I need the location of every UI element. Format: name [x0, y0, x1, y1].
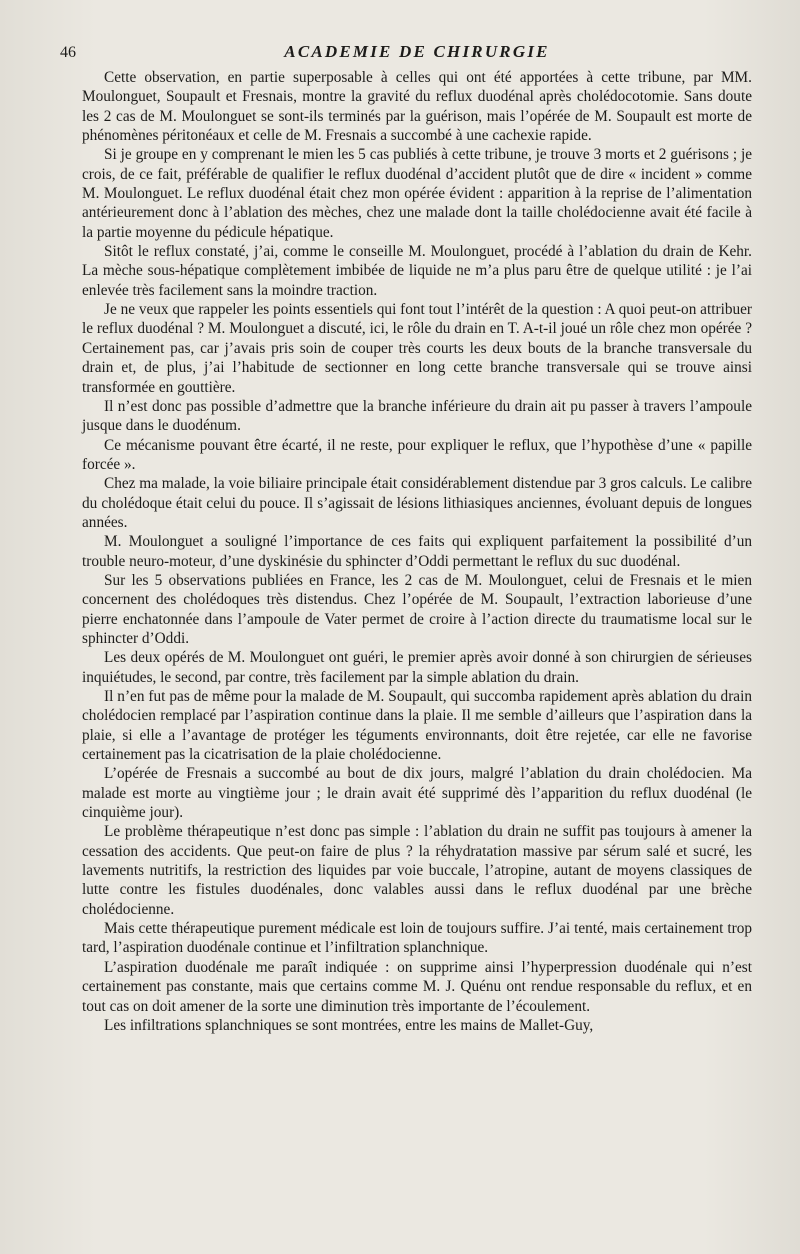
- paragraph: Mais cette thérapeutique purement médicale est loin de toujours suffire. J’ai tenté, mais certainement trop tard, l’aspiration duodénale continue et l’infiltration splanchnique.: [82, 920, 752, 957]
- paragraph: Cette observation, en partie superposable à celles qui ont été apportées à cette tribune, par MM. Moulonguet, Soupault et Fresnais, montre la gravité du reflux duodénal après cholédocotomie. Sans doute les 2 cas de M. Moulonguet se sont-ils terminés par la guérison, mais l’opérée de M. Soupault est morte de phénomènes péritonéaux et celle de M. Fresnais a succombé à une cachexie rapide.: [82, 69, 752, 145]
- paragraph: L’aspiration duodénale me paraît indiquée : on supprime ainsi l’hyperpression duodénale qui n’est certainement pas constante, mais que certains comme M. J. Quénu ont rendue responsable du reflux, et en tout cas on doit amener de la sorte une diminution très importante de l’écoulement.: [82, 958, 752, 1015]
- paragraph: Si je groupe en y comprenant le mien les 5 cas publiés à cette tribune, je trouve 3 morts et 2 guérisons ; je crois, de ce fait, préférable de qualifier le reflux duodénal d’accident plutôt que de dire « incident » comme M. Moulonguet. Le reflux duodénal était chez mon opérée évident : apparition à la reprise de l’alimentation antérieurement donc à l’ablation des mèches, chez une malade dont la taille cholédocienne avait été facile à la partie moyenne du pédicule hépatique.: [82, 146, 752, 241]
- page-header: [60, 38, 752, 62]
- paragraph: L’opérée de Fresnais a succombé au bout de dix jours, malgré l’ablation du drain cholédocien. Ma malade est morte au vingtième jour ; le drain avait été supprimé dès l’apparition du reflux duodénal (le cinquième jour).: [82, 765, 752, 822]
- paragraph: Je ne veux que rappeler les points essentiels qui font tout l’intérêt de la question : A quoi peut-on attribuer le reflux duodénal ? M. Moulonguet a discuté, ici, le rôle du drain en T. A-t-il joué un rôle chez mon opérée ? Certainement pas, car j’avais pris soin de couper très courts les deux bouts de la branche transversale du drain et, de plus, j’ai l’habitude de sectionner en long cette branche transversale qui se trouve ainsi transformée en gouttière.: [82, 301, 752, 396]
- paragraph: Le problème thérapeutique n’est donc pas simple : l’ablation du drain ne suffit pas toujours à amener la cessation des accidents. Que peut-on faire de plus ? la réhydratation massive par sérum salé et sucré, les lavements nutritifs, la restriction des liquides par voie buccale, l’atropine, autant de moyens classiques de lutte contre les fistules duodénales, donc valables aussi dans le reflux duodénal par une brèche cholédocienne.: [82, 823, 752, 918]
- paragraph: Les infiltrations splanchniques se sont montrées, entre les mains de Mallet-Guy,: [104, 1016, 594, 1034]
- paragraph: Ce mécanisme pouvant être écarté, il ne reste, pour expliquer le reflux, que l’hypothèse d’une « papille forcée ».: [82, 436, 752, 473]
- paragraph: Sur les 5 observations publiées en France, les 2 cas de M. Moulonguet, celui de Fresnais et le mien concernent des cholédoques très distendus. Chez l’opérée de M. Soupault, l’extraction laborieuse d’une pierre enchatonnée dans l’ampoule de Vater permet de croire à l’action directe du traumatisme local sur le sphincter d’Oddi.: [82, 571, 752, 647]
- paragraph: M. Moulonguet a souligné l’importance de ces faits qui expliquent parfaitement la possibilité d’un trouble neuro-moteur, d’une dyskinésie du sphincter d’Oddi permettant le reflux du suc duodénal.: [82, 533, 752, 570]
- running-title: ACADEMIE DE CHIRURGIE: [284, 42, 550, 61]
- paragraph: Il n’en fut pas de même pour la malade de M. Soupault, qui succomba rapidement après ablation du drain cholédocien remplacé par l’aspiration continue dans la plaie. Il me semble d’ailleurs que l’aspiration dans la plaie, si elle a l’avantage de protéger les téguments environnants, doit être rejetée, car elle ne favorise certainement pas la cicatrisation de la plaie cholédocienne.: [82, 688, 752, 764]
- paragraph: Les deux opérés de M. Moulonguet ont guéri, le premier après avoir donné à son chirurgien de sérieuses inquiétudes, le second, par contre, très facilement par la simple ablation du drain.: [82, 649, 752, 686]
- paragraph: Chez ma malade, la voie biliaire principale était considérablement distendue par 3 gros calculs. Le calibre du cholédoque était celui du pouce. Il s’agissait de lésions lithiasiques anciennes, évoluant depuis de longues années.: [82, 475, 752, 531]
- page-number: 46: [60, 44, 76, 61]
- body-text: [82, 68, 752, 1035]
- paragraph: Il n’est donc pas possible d’admettre que la branche inférieure du drain ait pu passer à travers l’ampoule jusque dans le duodénum.: [82, 397, 752, 435]
- paragraph: Sitôt le reflux constaté, j’ai, comme le conseille M. Moulonguet, procédé à l’ablation du drain de Kehr. La mèche sous-hépatique complètement imbibée de liquide ne m’a plus paru être de quelque utilité : je l’ai enlevée très facilement sans la moindre traction.: [82, 243, 752, 299]
